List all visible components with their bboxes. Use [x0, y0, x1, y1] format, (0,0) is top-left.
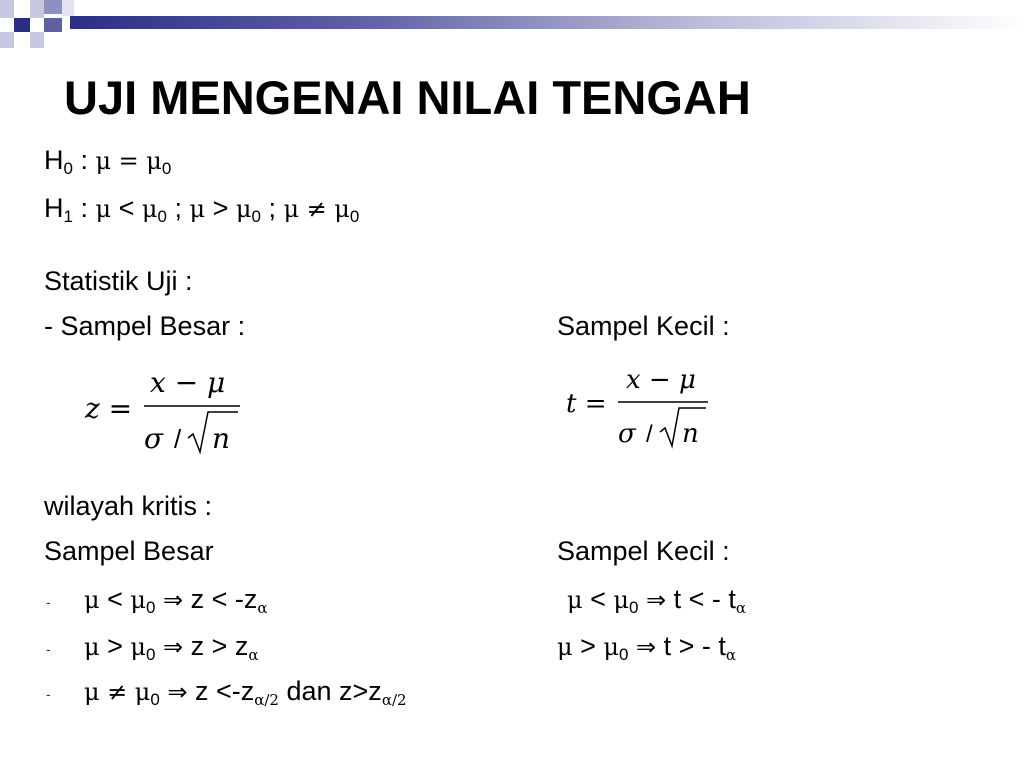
formula-z [80, 364, 260, 460]
rule-2-right: $\mu > \mu_0$ ⇒ t > - $t_\alpha$ [557, 631, 737, 664]
h0-colon: : [80, 145, 88, 175]
mu-symbol: μ [84, 678, 100, 706]
mu-symbol: μ [603, 633, 619, 661]
rule-3-left-sub: α/2 [254, 691, 279, 709]
implies-arrow-icon: ⇒ [635, 633, 657, 661]
rule-2-left-text: z > z [190, 631, 249, 661]
not-equal-symbol: ≠ [306, 195, 327, 223]
formula-t-n: n [682, 419, 699, 449]
bullet-dash: - [46, 594, 51, 610]
mu-symbol: μ [130, 633, 146, 661]
square-decoration [14, 18, 30, 32]
h0-sub: 0 [63, 159, 73, 178]
formula-z-numerator: x − μ [150, 366, 226, 399]
sub-zero: 0 [146, 598, 156, 617]
mu-symbol: μ [141, 195, 158, 223]
sub-zero: 0 [146, 645, 156, 664]
implies-arrow-icon: ⇒ [162, 633, 184, 661]
mu-symbol: μ [334, 195, 350, 223]
square-decoration [30, 0, 44, 18]
rule-2-left-sub: α [248, 646, 259, 664]
statistik-uji-label: Statistik Uji : [44, 266, 193, 296]
wilayah-kritis-label: wilayah kritis : [44, 491, 213, 521]
mu-symbol: μ [95, 195, 112, 223]
rule-1-right-text: t < - t [673, 584, 736, 614]
sampel-besar-label: - Sampel Besar : [44, 311, 246, 341]
square-decoration [0, 0, 14, 18]
rule-3-left-tail: dan z>z [286, 676, 382, 706]
h1-label: H [44, 193, 64, 223]
mu-symbol: μ [557, 633, 573, 661]
mu-symbol: μ [235, 195, 252, 223]
corner-squares-decoration [0, 0, 80, 64]
hypothesis-h0 [44, 144, 171, 177]
formula-z-slash: / [174, 424, 182, 454]
square-decoration [62, 0, 74, 16]
h1-sub: 1 [63, 207, 73, 226]
rule-3-left-tail-sub: α/2 [381, 691, 407, 709]
implies-arrow-icon: ⇒ [162, 586, 184, 614]
rule-1-right-sub: α [735, 599, 747, 617]
mu-symbol: μ [146, 147, 162, 175]
formula-t-lhs: t = [566, 389, 607, 419]
implies-arrow-icon: ⇒ [645, 586, 667, 614]
hypothesis-h1: $H_1$ : $\mu < \mu_0$ ; $\mu > \mu_0$ ; $\mu \ne \mu_0$ [44, 193, 360, 226]
rule-1-left: $\mu < \mu_0$ ⇒ $z < -z_\alpha$ [84, 584, 268, 617]
formula-t-sigma: σ [618, 419, 636, 449]
header-gradient-bar [70, 16, 1024, 29]
sampel-kecil-label: Sampel Kecil : [557, 311, 730, 341]
not-equal-symbol: ≠ [107, 678, 128, 706]
mu-symbol: μ [84, 633, 100, 661]
slide-title: UJI MENGENAI NILAI TENGAH [64, 71, 751, 124]
rule-1-left-sub: α [257, 599, 268, 617]
sub-zero: 0 [629, 598, 639, 617]
rule-1-left-text: z < -z [190, 584, 258, 614]
formula-z-n: n [212, 422, 231, 455]
formula-t-slash: / [646, 421, 653, 448]
equals-symbol: = [118, 147, 139, 175]
mu-symbol: μ [283, 195, 300, 223]
rule-3-left [84, 675, 407, 708]
formula-z-sigma: σ [144, 422, 164, 455]
rule-2-right-text: t > - t [663, 631, 726, 661]
formula-t [564, 362, 724, 452]
bullet-dash: - [46, 686, 51, 702]
square-decoration [0, 32, 14, 48]
formula-t-numerator: x − μ [626, 365, 696, 395]
square-decoration [44, 18, 62, 32]
sub-zero: 0 [251, 207, 261, 226]
rule-2-right-sub: α [725, 646, 737, 664]
sampel-besar-heading: Sampel Besar [44, 536, 214, 566]
sub-zero: 0 [619, 645, 629, 664]
mu-symbol: μ [84, 586, 100, 614]
sub-zero: 0 [161, 159, 172, 178]
mu-symbol: μ [189, 195, 206, 223]
square-decoration [44, 0, 62, 14]
sampel-kecil-heading: Sampel Kecil : [557, 536, 730, 566]
rule-3-left-text: z <-z [194, 676, 255, 706]
implies-arrow-icon: ⇒ [167, 678, 188, 706]
rule-1-right: $\mu < \mu_0$ ⇒ t < - $t_\alpha$ [567, 584, 747, 617]
mu-symbol: μ [130, 586, 146, 614]
formula-z-lhs: z = [85, 392, 133, 425]
mu-symbol: μ [567, 586, 583, 614]
mu-symbol: μ [95, 147, 112, 175]
square-decoration [30, 32, 44, 48]
mu-symbol: μ [134, 678, 151, 706]
rule-2-left: $\mu > \mu_0$ ⇒ $z > z_\alpha$ [84, 631, 259, 664]
mu-symbol: μ [613, 586, 629, 614]
h0-label: H [44, 145, 64, 175]
sub-zero: 0 [150, 690, 160, 709]
sub-zero: 0 [349, 207, 360, 226]
sub-zero: 0 [157, 207, 167, 226]
bullet-dash: - [46, 641, 51, 657]
h1-colon: : [80, 193, 88, 223]
